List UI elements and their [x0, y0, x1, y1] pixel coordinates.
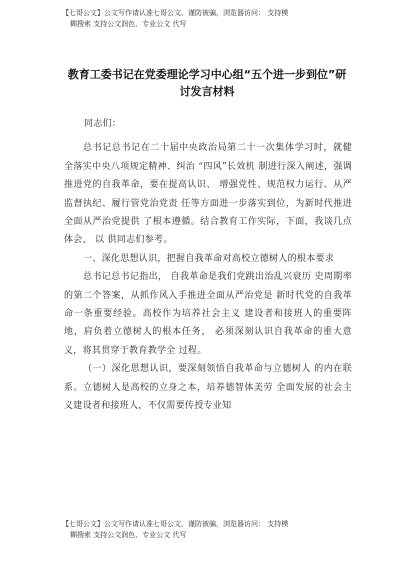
header-note-line-1: 【七哥公文】公文写作请认准七哥公文、谨防被骗，浏览器访问： 支持模 [62, 9, 289, 17]
footer-note-line-2: 糊搜索 支持公文润色、专业公文 代写 [70, 531, 187, 539]
page-header-note [62, 8, 362, 30]
salutation: 同志们： [84, 119, 122, 129]
page-footer-note [62, 519, 362, 541]
header-note-line-2: 糊搜索 支持公文润色、专业公文 代写 [70, 20, 187, 28]
body-paragraph-2: 总书记总书记指出， 自我革命是我们党跳出治乱兴衰历 史周期率的第二个答案，从抓作风入手推进全面从严治党是 新时代党的自我革命一条重要经验。高校作为培养社会主义 建设者和接班人的重要阵地，肩负着立德树人的根本任务， 必须深刻认识自我革命的重大意义，将其贯穿于教育教学全 过程。 [64, 272, 352, 356]
footer-note-line-1: 【七哥公文】公文写作请认准七哥公文、谨防被骗，浏览器访问： 支持模 [62, 520, 289, 528]
document-body [64, 115, 352, 416]
body-paragraph-3: （一）深化思想认识，要深刻领悟自我革命与立德树人 的内在联系。立德树人是高校的立身之本，培养德智体美劳 全面发展的社会主义建设者和接班人，不仅需要传授专业知 [64, 364, 352, 412]
document-title: 教育工委书记在党委理论学习中心组“五个进一步到位”研讨发言材料 [67, 68, 347, 98]
section-heading-1: 一、深化思想认识，把握自我革命对高校立德树人的根本要求 [83, 253, 335, 264]
body-paragraph-1: 总书记总书记在二十届中央政治局第二十一次集体学习时，就健全落实中央八项规定精神、纠治 “四风”长效机 制进行深入阐述，强调推进党的自我革命，要在提高认识、 增强党性、规范权力运行、从严监督执纪、履行管党治党责 任等方面进一步落实到位，为新时代推进全面从严治党提供 了根本遵循。结合教育工作实际，下面，我谈几点体会， 以 供同志们参考。 [64, 143, 352, 246]
